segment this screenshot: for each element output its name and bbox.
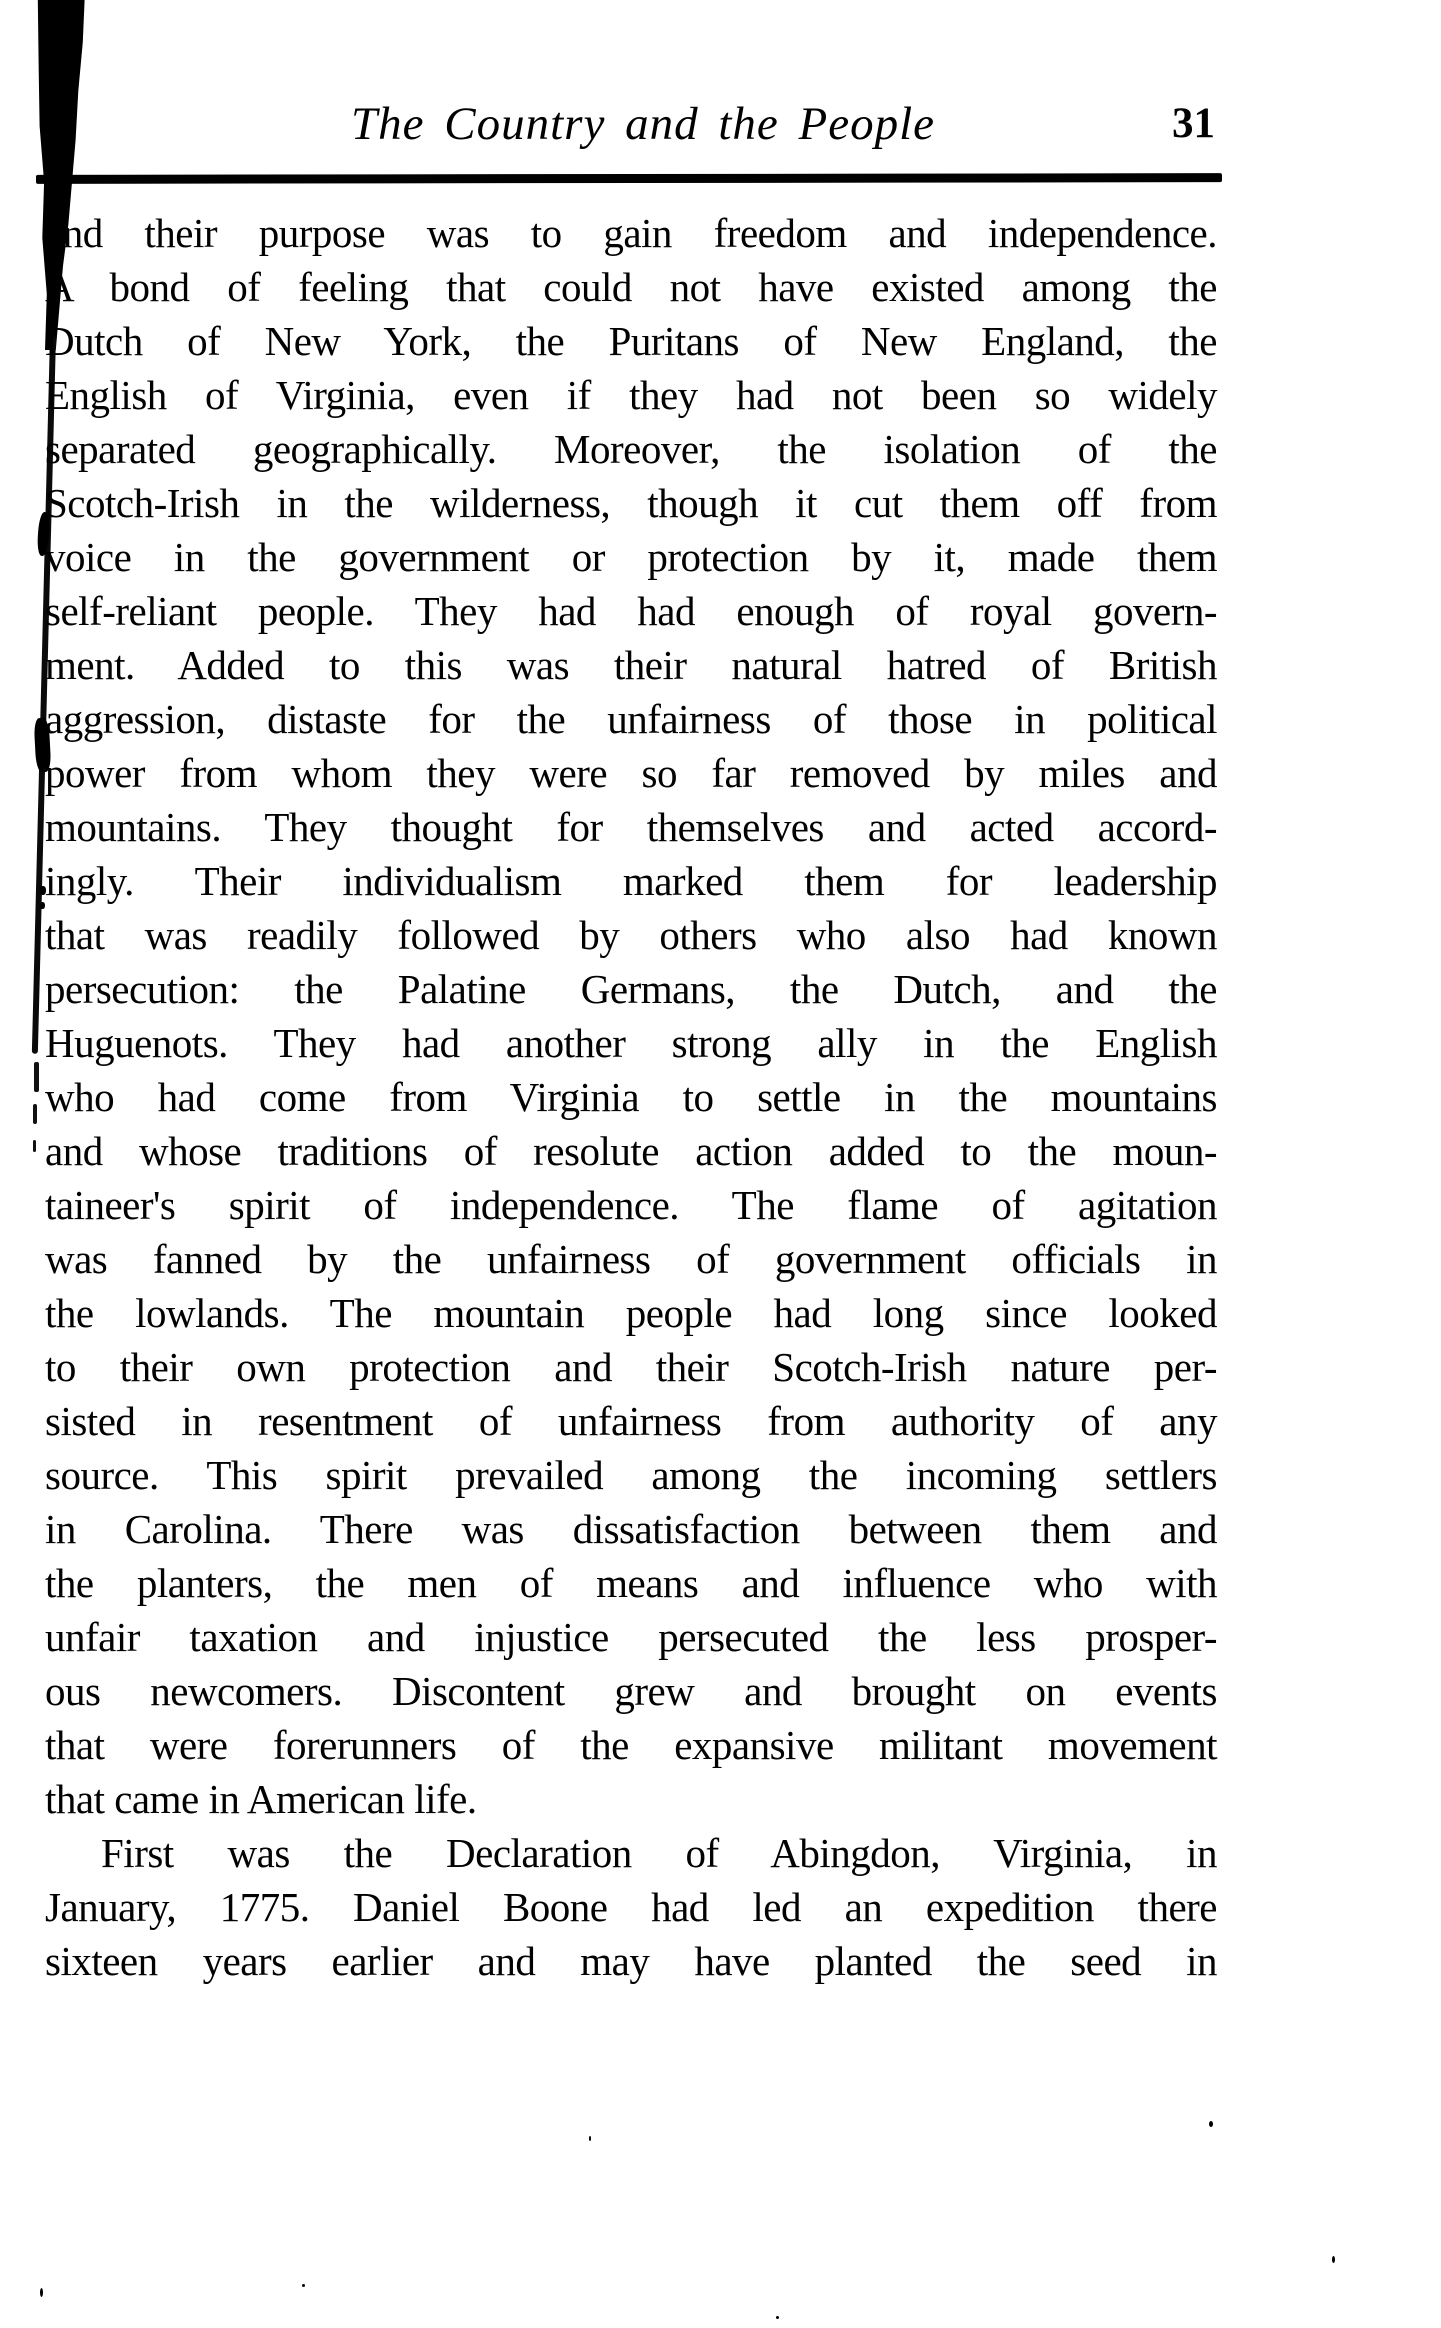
text-line: Huguenots. They had another strong ally in the English: [45, 1020, 1217, 1066]
text-line: the planters, the men of means and influence who with: [45, 1560, 1217, 1606]
scan-speck: [40, 2288, 43, 2297]
running-header-title: The Country and the People: [351, 98, 935, 150]
text-line: the lowlands. The mountain people had long since looked: [45, 1290, 1217, 1336]
scan-speck: [1332, 2256, 1335, 2263]
text-line: English of Virginia, even if they had not been so widely: [45, 372, 1217, 418]
text-line: Dutch of New York, the Puritans of New England, the: [45, 318, 1217, 364]
text-line: January, 1775. Daniel Boone had led an expedition there: [45, 1884, 1217, 1930]
text-line: sixteen years earlier and may have planted the seed in: [45, 1938, 1217, 1984]
running-header: [45, 96, 1217, 156]
text-line: power from whom they were so far removed by miles and: [45, 750, 1217, 796]
text-line: Scotch-Irish in the wilderness, though it cut them off from: [45, 480, 1217, 526]
left-margin-line-dash: [33, 1140, 36, 1152]
text-line: who had come from Virginia to settle in the mountains: [45, 1074, 1217, 1120]
text-line: ingly. Their individualism marked them for leadership: [45, 858, 1217, 904]
text-line: First was the Declaration of Abingdon, Virginia, in: [101, 1830, 1217, 1876]
text-line: in Carolina. There was dissatisfaction between them and: [45, 1506, 1217, 1552]
text-line: self-reliant people. They had had enough of royal govern-: [45, 588, 1217, 634]
text-line: unfair taxation and injustice persecuted the less prosper-: [45, 1614, 1217, 1660]
text-line: aggression, distaste for the unfairness of those in political: [45, 696, 1217, 742]
text-line: that came in American life.: [45, 1776, 477, 1822]
text-line: sisted in resentment of unfairness from authority of any: [45, 1398, 1217, 1444]
text-line: ment. Added to this was their natural hatred of British: [45, 642, 1217, 688]
text-line: voice in the government or protection by it, made them: [45, 534, 1217, 580]
text-line: mountains. They thought for themselves and acted accord-: [45, 804, 1217, 850]
text-line: A bond of feeling that could not have existed among the: [45, 264, 1217, 310]
text-line: persecution: the Palatine Germans, the Dutch, and the: [45, 966, 1217, 1012]
scan-speck: [302, 2284, 305, 2287]
text-line: source. This spirit prevailed among the incoming settlers: [45, 1452, 1217, 1498]
body-text: [45, 206, 1217, 1988]
left-margin-line-dash: [34, 1062, 39, 1092]
text-line: separated geographically. Moreover, the isolation of the: [45, 426, 1217, 472]
text-line: to their own protection and their Scotch-Irish nature per-: [45, 1344, 1217, 1390]
left-margin-line-dash: [33, 1104, 37, 1124]
text-line: that was readily followed by others who also had known: [45, 912, 1217, 958]
text-line: ous newcomers. Discontent grew and brought on events: [45, 1668, 1217, 1714]
text-line: taineer's spirit of independence. The flame of agitation: [45, 1182, 1217, 1228]
text-line: and their purpose was to gain freedom and independence.: [45, 210, 1217, 256]
scan-speck: [1209, 2121, 1213, 2127]
page-number: 31: [1172, 100, 1215, 147]
header-rule: [36, 173, 1222, 184]
scan-speck: [589, 2136, 591, 2141]
text-line: that were forerunners of the expansive militant movement: [45, 1722, 1217, 1768]
scan-speck: [776, 2316, 779, 2319]
text-line: and whose traditions of resolute action added to the moun-: [45, 1128, 1217, 1174]
text-line: was fanned by the unfairness of government officials in: [45, 1236, 1217, 1282]
